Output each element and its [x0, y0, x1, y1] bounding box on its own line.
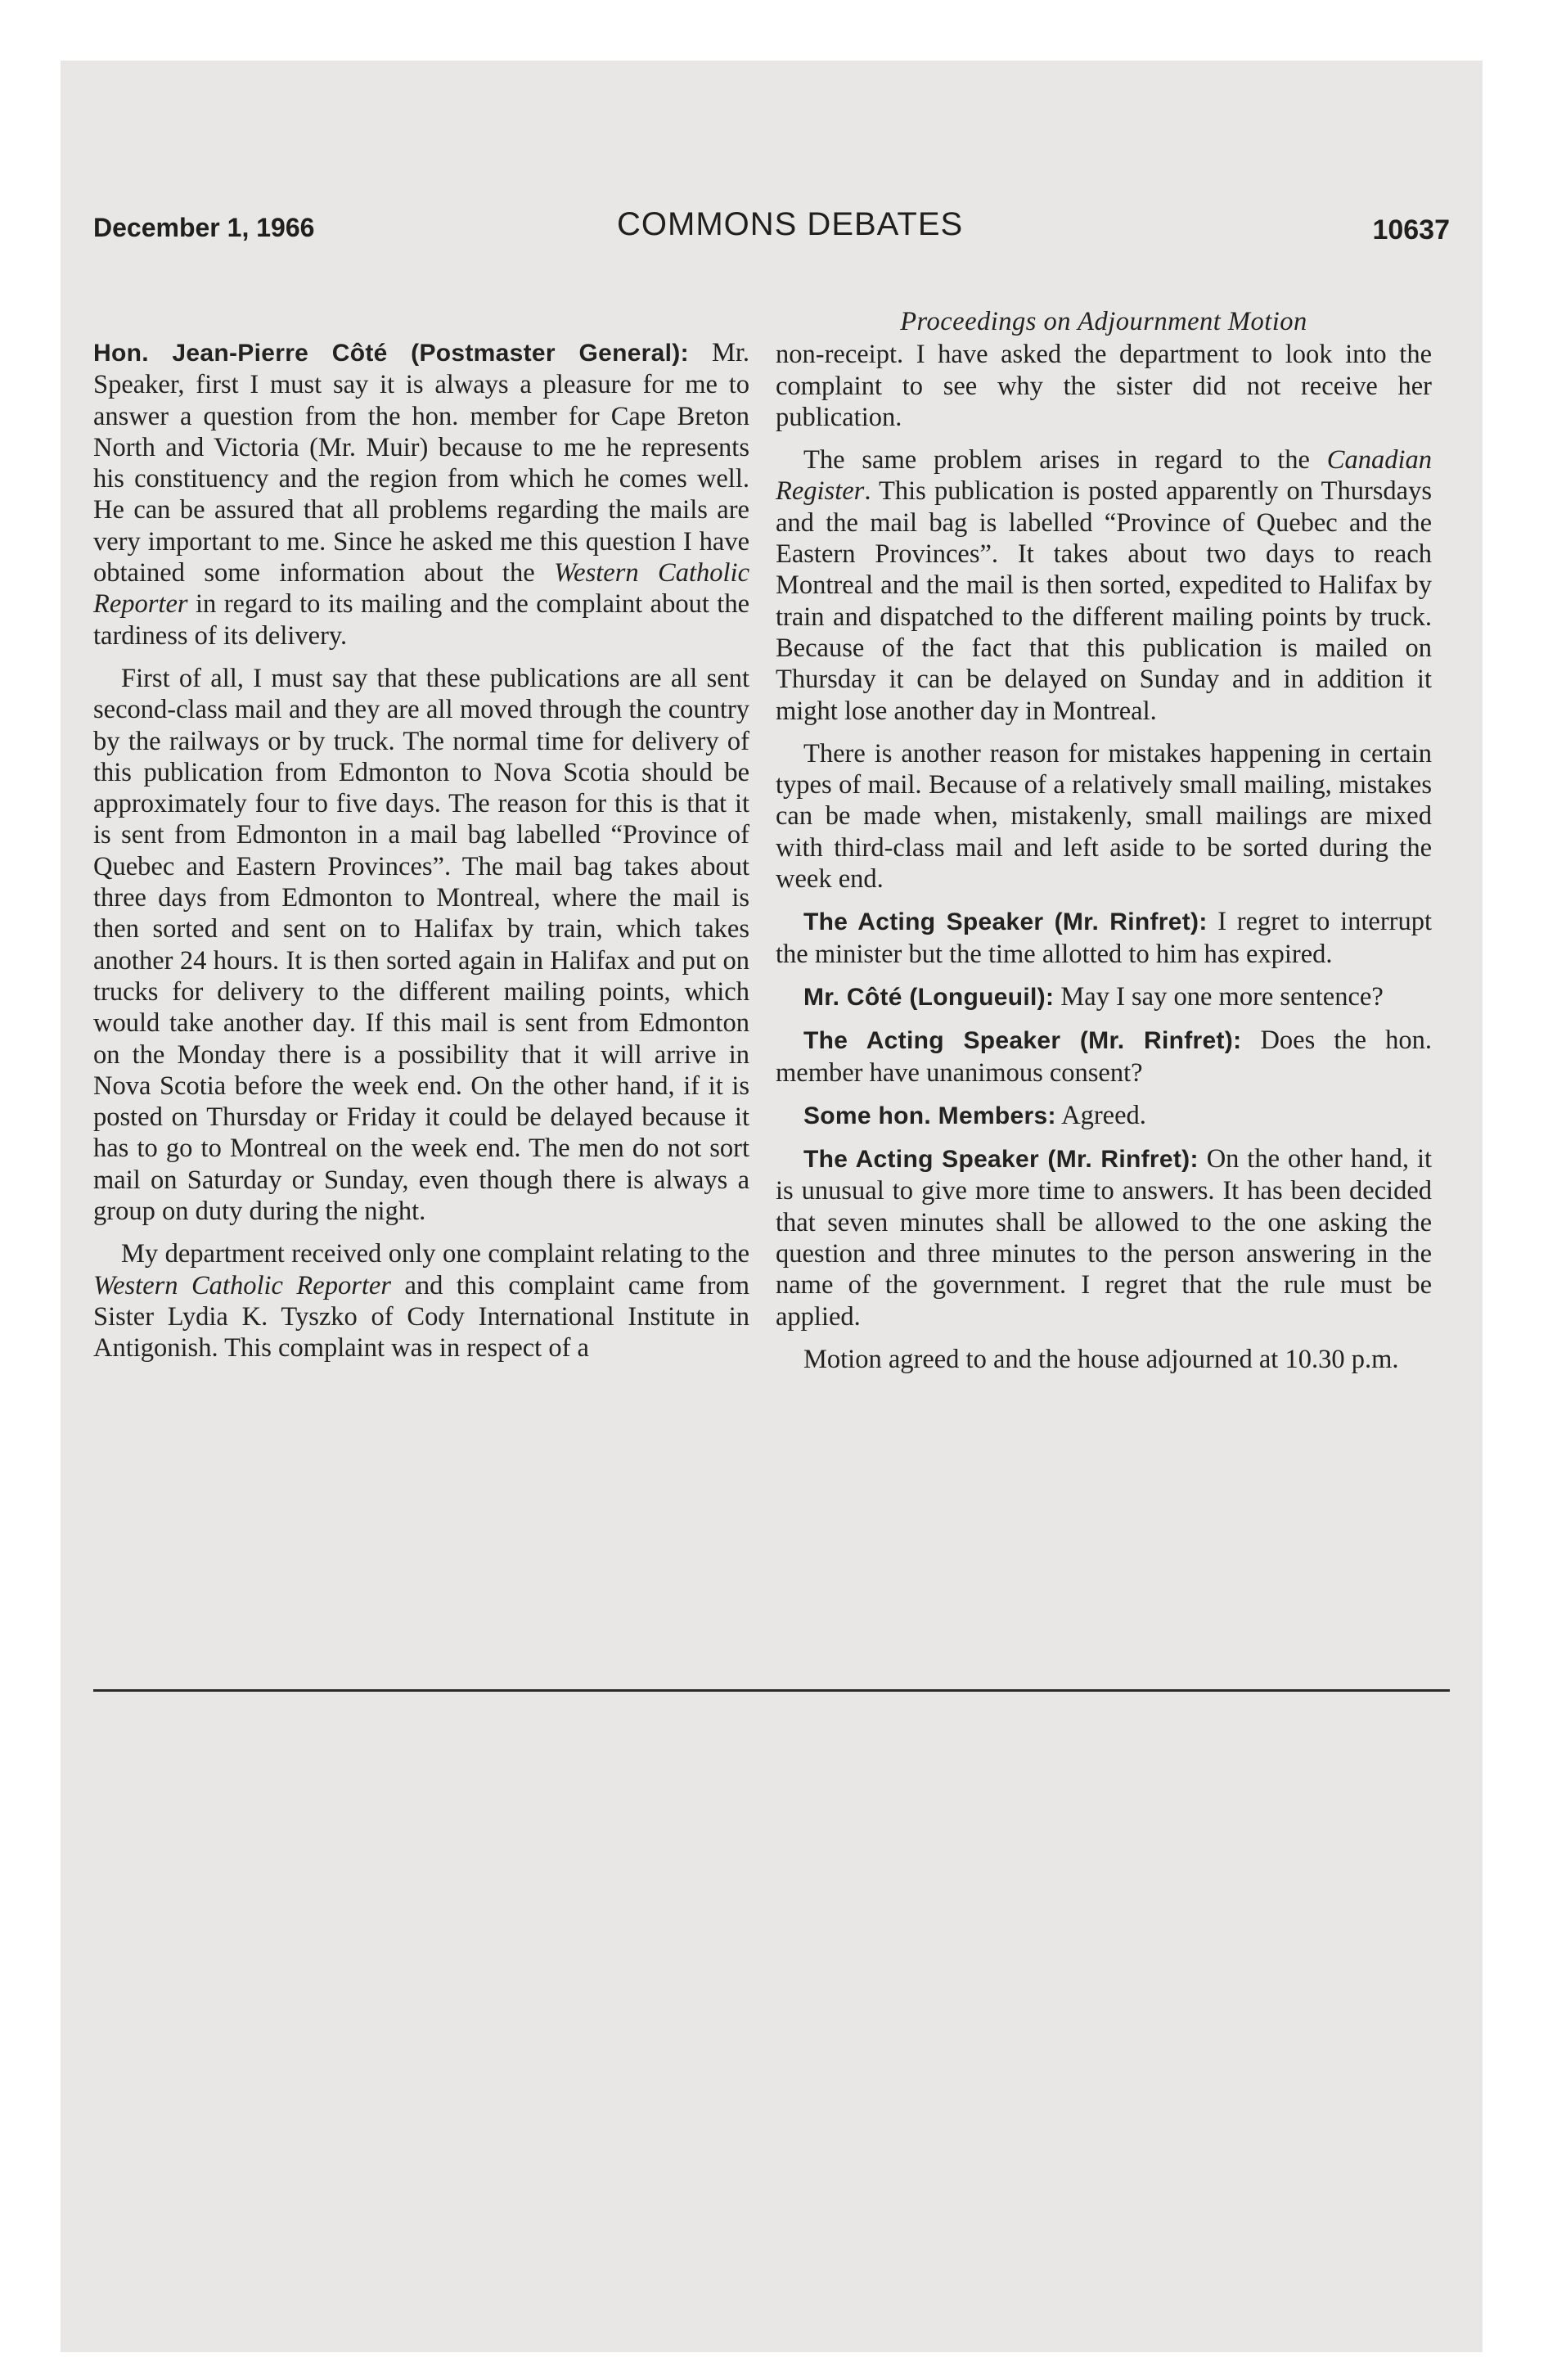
left-column	[93, 337, 749, 1376]
paragraph: There is another reason for mistakes happening in certain types of mail. Because of a relatively small mailing, mistakes can be made when, mistakenly, small mailings are mixed with third-class mail and left aside to be sorted during the week end.	[776, 738, 1432, 895]
paragraph	[776, 1025, 1432, 1089]
page-header	[93, 206, 1450, 247]
page-sheet	[61, 61, 1483, 2352]
paragraph-text: Does the hon. member have unanimous consent?	[776, 1025, 1433, 1088]
paragraph-text: On the other hand, it is unusual to give more time to answers. It has been decided that seven minutes shall be allowed to the one asking the question and three minutes to the person answering in the name of the government. I regret that the rule must be applied.	[776, 1144, 1433, 1332]
running-head: Proceedings on Adjournment Motion	[900, 307, 1307, 336]
paragraph-text: in regard to its mailing and the complaint about the tardiness of its delivery.	[93, 589, 749, 651]
paragraph	[776, 1100, 1432, 1132]
speaker-name: Some hon. Members:	[803, 1102, 1056, 1129]
paragraph	[93, 337, 749, 651]
publication-title: Western Catholic Reporter	[93, 558, 749, 620]
paragraph: First of all, I must say that these publications are all sent second-class mail and they are all moved through the country by the railways or by truck. The normal time for delivery of this publication from Edmonton to Nova Scotia should be approximately four to five days. The reason for this is that it is sent from Edmonton in a mail bag labelled “Province of Quebec and Eastern Provinces”. The mail bag takes about three days from Edmonton to Montreal, where the mail is then sorted and sent on to Halifax by train, which takes another 24 hours. It is then sorted again in Halifax and put on trucks for delivery to the different mailing points, which would take another day. If this mail is sent from Edmonton on the Monday there is a possibility that it will arrive in Nova Scotia before the week end. On the other hand, if it is posted on Thursday or Friday it could be delayed because it has to go to Montreal on the week end. The men do not sort mail on Saturday or Sunday, even though there is always a group on duty during the night.	[93, 663, 749, 1227]
paragraph	[93, 1238, 749, 1364]
paragraph-text: The same problem arises in regard to the	[803, 445, 1327, 476]
section-divider	[93, 1689, 1450, 1692]
header-title: COMMONS DEBATES	[617, 206, 964, 242]
publication-title: Western Catholic Reporter	[93, 1270, 391, 1300]
paragraph-text: I regret to interrupt the minister but the time allotted to him has expired.	[776, 907, 1432, 969]
paragraph: Motion agreed to and the house adjourned at 10.30 p.m.	[803, 1344, 1399, 1374]
paragraph	[776, 906, 1432, 970]
speaker-name: The Acting Speaker (Mr. Rinfret):	[803, 1027, 1242, 1055]
paragraph-text: and this complaint came from Sister Lydia K. Tyszko of Cody International Institute in Antigonish. This complaint was in respect of a	[93, 1270, 749, 1364]
paragraph-text: . This publication is posted apparently on Thursdays and the mail bag is labelled “Province of Quebec and the Eastern Provinces”. It takes about two days to reach Montreal and the mail is then sorted, expedited to Halifax by train and dispatched to the different mailing points by truck. Because of the fact that this publication is mailed on Thursday it can be delayed on Sunday and in addition it might lose another day in Montreal.	[776, 476, 1432, 726]
paragraph	[776, 1143, 1432, 1332]
speaker-name: The Acting Speaker (Mr. Rinfret):	[803, 1146, 1199, 1174]
speaker-name: Hon. Jean-Pierre Côté (Postmaster General):	[93, 340, 689, 367]
paragraph-text: My department received only one complaint relating to the	[121, 1239, 749, 1269]
header-page-number: 10637	[1372, 214, 1450, 246]
right-column	[776, 306, 1432, 1386]
publication-title: Canadian Register	[776, 445, 1432, 507]
paragraph-text: Mr. Speaker, first I must say it is always a pleasure for me to answer a question from the hon. member for Cape Breton North and Victoria (Mr. Muir) because to me he represents his constituency and the region from which he comes well. He can be assured that all problems regarding the mails are very important to me. Since he asked me this question I have obtained some information about the	[93, 338, 749, 588]
paragraph-text: May I say one more sentence?	[1054, 981, 1384, 1012]
paragraph	[776, 981, 1432, 1013]
header-date: December 1, 1966	[93, 213, 315, 242]
speaker-name: Mr. Côté (Longueuil):	[803, 983, 1055, 1011]
paragraph: non-receipt. I have asked the department to look into the complaint to see why the sister did not receive her publication.	[776, 340, 1432, 432]
speaker-name: The Acting Speaker (Mr. Rinfret):	[803, 908, 1208, 936]
paragraph	[776, 444, 1432, 727]
paragraph-text: Agreed.	[1055, 1100, 1146, 1130]
